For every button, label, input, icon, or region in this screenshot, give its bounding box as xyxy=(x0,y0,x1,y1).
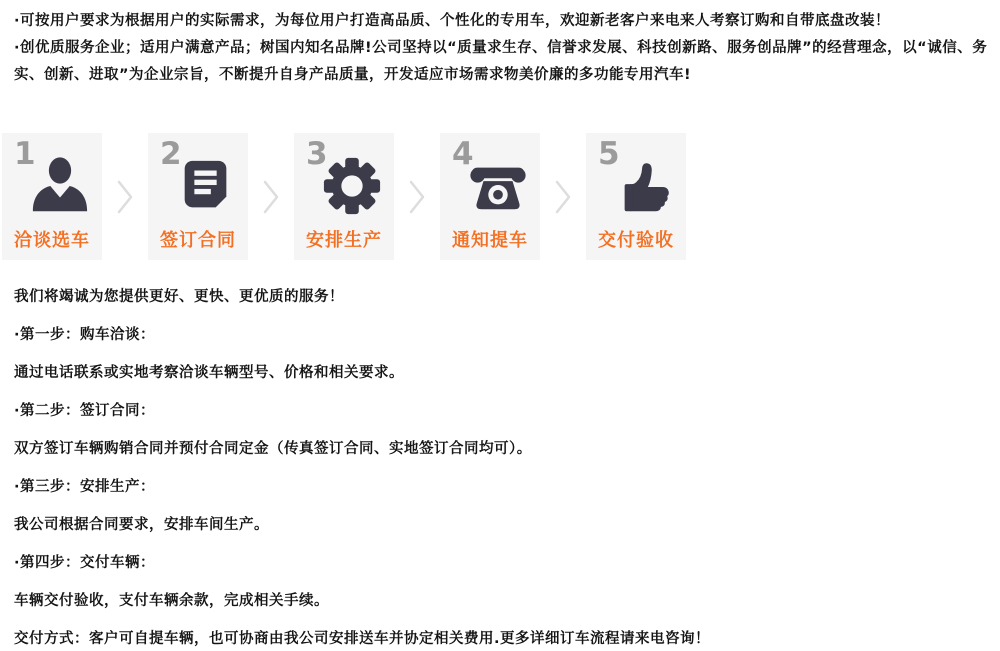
delivery-note: 交付方式：客户可自提车辆，也可协商由我公司安排送车并协定相关费用.更多详细订车流程请来电咨询！ xyxy=(14,631,711,647)
order-steps-flow xyxy=(2,133,1000,260)
step-label: 签订合同 xyxy=(160,230,236,251)
chevron-right-icon xyxy=(540,133,586,260)
thumbs-up-icon xyxy=(613,155,675,217)
process-step-4-body: 车辆交付验收，支付车辆余款，完成相关手续。 xyxy=(14,593,329,609)
process-step-4-heading: ·第四步：交付车辆： xyxy=(14,555,156,571)
telephone-icon xyxy=(467,155,529,217)
step-notify-pickup xyxy=(440,133,540,260)
gear-icon xyxy=(321,155,383,217)
step-label: 洽谈选车 xyxy=(14,230,90,251)
service-note: 我们将竭诚为您提供更好、更快、更优质的服务！ xyxy=(14,289,344,305)
process-step-2-body: 双方签订车辆购销合同并预付合同定金（传真签订合同、实地签订合同均可）。 xyxy=(14,441,532,457)
step-number: 3 xyxy=(306,136,328,172)
process-step-3-body: 我公司根据合同要求，安排车间生产。 xyxy=(14,517,269,533)
chevron-right-icon xyxy=(394,133,440,260)
step-label: 安排生产 xyxy=(306,230,382,251)
process-step-3-heading: ·第三步：安排生产： xyxy=(14,479,156,495)
step-number: 1 xyxy=(14,136,36,172)
step-number: 5 xyxy=(598,136,620,172)
step-sign-contract xyxy=(148,133,248,260)
step-label: 交付验收 xyxy=(598,230,674,251)
intro-paragraph-2: ·创优质服务企业；适用户满意产品；树国内知名品牌!公司坚持以“质量求生存、信誉求发展、科技创新路、服务创品牌”的经营理念，以“诚信、务实、创新、进取”为企业宗旨，不断提升自身产品质量，开发适应市场需求物美价廉的多功能专用汽车! xyxy=(14,40,988,83)
step-number: 2 xyxy=(160,136,182,172)
chevron-right-icon xyxy=(248,133,294,260)
process-step-2-heading: ·第二步：签订合同： xyxy=(14,403,156,419)
step-label: 通知提车 xyxy=(452,230,528,251)
step-number: 4 xyxy=(452,136,474,172)
process-step-1-heading: ·第一步：购车洽谈： xyxy=(14,327,156,343)
chevron-right-icon xyxy=(102,133,148,260)
step-arrange-production xyxy=(294,133,394,260)
step-negotiate-select-vehicle xyxy=(2,133,102,260)
person-icon xyxy=(29,155,91,217)
process-step-1-body: 通过电话联系或实地考察洽谈车辆型号、价格和相关要求。 xyxy=(14,365,404,381)
intro-paragraph-1: ·可按用户要求为根据用户的实际需求，为每位用户打造高品质、个性化的专用车，欢迎新老客户来电来人考察订购和自带底盘改装！ xyxy=(14,13,891,29)
step-delivery-acceptance xyxy=(586,133,686,260)
contract-document-icon xyxy=(175,155,237,217)
